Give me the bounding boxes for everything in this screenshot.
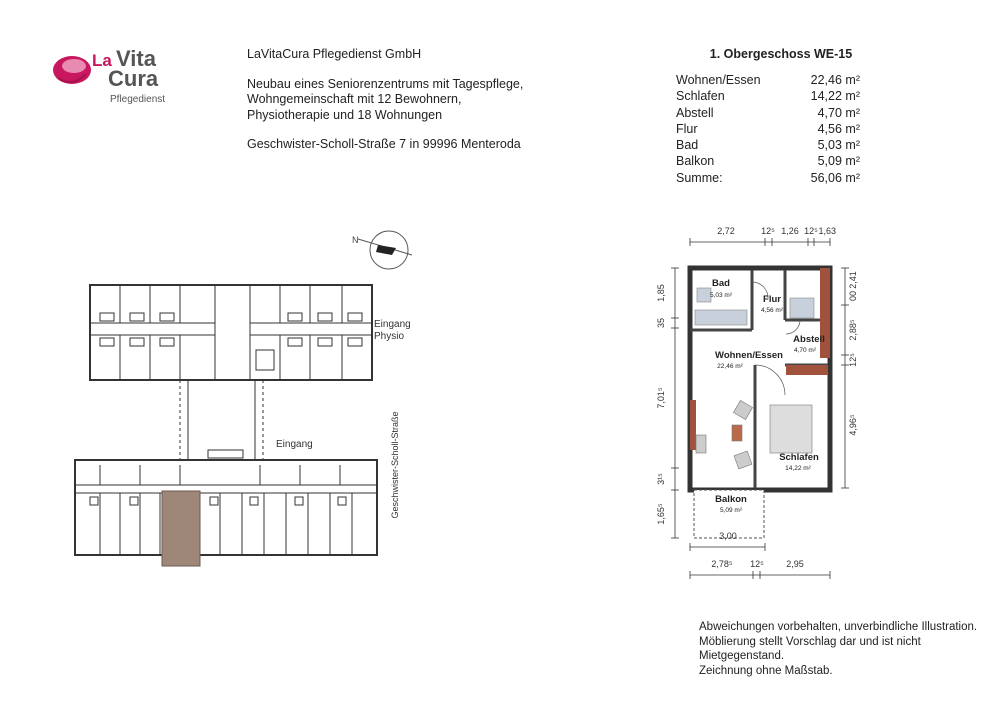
- area-name: Bad: [676, 138, 699, 153]
- dim-label: 2,41: [848, 271, 858, 289]
- disclaimer: [699, 620, 1000, 678]
- dim-label: 12⁵: [848, 353, 858, 367]
- area-row: [676, 72, 860, 88]
- area-value: 4,70 m²: [817, 105, 860, 120]
- logo-mark-icon: [52, 44, 182, 106]
- dim-label: 3,00: [719, 531, 737, 541]
- note-line: Zeichnung ohne Maßstab.: [699, 664, 833, 677]
- highlighted-unit: [162, 491, 200, 566]
- room-area: 4,56 m²: [760, 307, 784, 314]
- wall-segment: [786, 365, 828, 375]
- area-name: Schlafen: [676, 89, 725, 104]
- dim-label: 4,96⁵: [848, 414, 858, 436]
- project-line: Wohngemeinschaft mit 12 Bewohnern,: [247, 92, 462, 106]
- note-line: Möblierung stellt Vorschlag dar und ist nicht Mietgegenstand.: [699, 635, 921, 663]
- project-line: Neubau eines Seniorenzentrums mit Tagespflege,: [247, 76, 524, 91]
- project-description: [247, 77, 523, 124]
- dim-label: 2,95: [786, 559, 804, 569]
- area-row: [676, 88, 860, 104]
- north-arrow-icon: [352, 231, 412, 269]
- site-plan: [60, 225, 440, 575]
- area-row: [676, 105, 860, 121]
- company-info: [247, 47, 523, 153]
- area-total-name: Summe:: [676, 170, 723, 185]
- area-total-row: [676, 170, 860, 186]
- entrance-physio-label: Eingang: [374, 319, 411, 330]
- room-label: Wohnen/Essen: [715, 350, 783, 361]
- dim-label: 12⁵: [761, 226, 775, 236]
- dim-label: 1,63: [818, 226, 836, 236]
- entrance-label: Eingang: [276, 439, 313, 450]
- dim-label: 00: [848, 290, 858, 302]
- dim-label: 1,26: [781, 226, 799, 236]
- room-label: Abstell: [793, 334, 825, 345]
- logo-vita: Vita: [116, 46, 156, 71]
- address: Geschwister-Scholl-Straße 7 in 99996 Menteroda: [247, 137, 521, 151]
- room-label: Schlafen: [779, 452, 819, 463]
- dim-label: 7,01⁵: [656, 387, 666, 409]
- area-value: 14,22 m²: [810, 89, 860, 104]
- area-row: [676, 121, 860, 137]
- area-name: Balkon: [676, 154, 715, 169]
- dim-label: 2,78⁵: [711, 559, 733, 569]
- company-name: LaVitaCura Pflegedienst GmbH: [247, 47, 422, 61]
- area-name: Wohnen/Essen: [676, 73, 761, 87]
- room-area: 5,03 m²: [709, 292, 733, 299]
- dim-label: 12⁵: [804, 226, 818, 236]
- room-area: 4,70 m²: [793, 347, 817, 354]
- street-label: Geschwister-Scholl-Straße: [390, 411, 400, 519]
- area-value: 22,46 m²: [810, 73, 860, 87]
- room-label: Flur: [763, 294, 781, 305]
- room-area: 14,22 m²: [785, 465, 811, 472]
- dim-label: 1,65⁵: [656, 503, 666, 525]
- area-table: [676, 72, 860, 186]
- dim-label: 35: [656, 317, 666, 329]
- unit-floor-plan: [640, 220, 880, 590]
- logo: [52, 44, 182, 106]
- area-value: 5,09 m²: [817, 154, 860, 169]
- entrance-physio-label: Physio: [374, 331, 405, 342]
- unit-title: 1. Obergeschoss WE-15: [709, 47, 853, 61]
- logo-cura: Cura: [108, 66, 159, 91]
- area-name: Flur: [676, 121, 698, 136]
- dim-label: 2,88⁵: [848, 319, 858, 341]
- north-label: N: [352, 235, 359, 245]
- project-line: Physiotherapie und 18 Wohnungen: [247, 107, 443, 122]
- room-area: 5,09 m²: [719, 507, 743, 514]
- area-row: [676, 153, 860, 169]
- top-wing: [90, 285, 372, 380]
- area-total-value: 56,06 m²: [810, 170, 860, 185]
- dim-label: 1,85: [656, 284, 666, 302]
- dim-label: 12⁵: [750, 559, 764, 569]
- dim-label: 3¹⁵: [656, 473, 666, 485]
- area-name: Abstell: [676, 105, 714, 120]
- room-label: Balkon: [715, 494, 747, 505]
- room-label: Bad: [712, 278, 730, 289]
- area-value: 5,03 m²: [817, 138, 860, 153]
- logo-la: La: [92, 51, 112, 70]
- area-value: 4,56 m²: [817, 121, 860, 136]
- note-line: Abweichungen vorbehalten, unverbindliche Illustration.: [699, 621, 978, 633]
- logo-sub: Pflegedienst: [110, 94, 166, 105]
- room-area: 22,46 m²: [717, 363, 743, 370]
- dim-label: 2,72: [717, 226, 735, 236]
- area-row: [676, 137, 860, 153]
- wall-segment: [690, 400, 696, 450]
